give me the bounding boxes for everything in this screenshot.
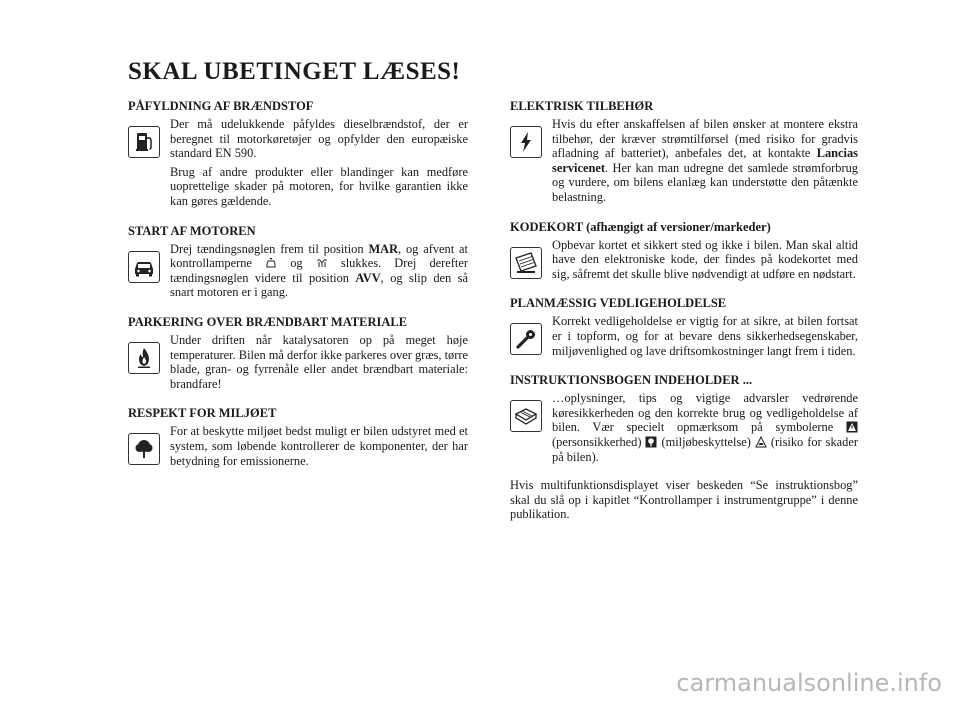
- text-segment: (risiko for skader på bilen).: [552, 434, 858, 464]
- text-segment: Hvis du efter anskaffelsen af bilen ønsker at montere ekstra tilbehør, der kræver strømtilførsel (med risiko for gradvis afladning af batteriet), anbefales det, at kontakte: [552, 117, 858, 161]
- section-start: [128, 223, 468, 304]
- personal-safety-icon: [846, 421, 858, 433]
- paragraph: Brug af andre produkter eller blandinger kan medføre uoprettelige skader på motoren, for hvilke garantien ikke kan gøres gældende.: [170, 164, 468, 208]
- paragraph: Der må udelukkende påfyldes dieselbrændstof, der er beregnet til motorkøretøjer og opfylder den europæiske standard EN 590.: [170, 117, 468, 161]
- tree-icon: [128, 433, 160, 465]
- right-column: [510, 98, 858, 526]
- vehicle-damage-icon: [755, 436, 767, 448]
- watermark: carmanualsonline.info: [676, 669, 942, 697]
- text-segment: , og slip den så snart motoren er i gang.: [170, 270, 468, 300]
- paragraph: [552, 391, 858, 464]
- section-heading: ELEKTRISK TILBEHØR: [510, 99, 654, 113]
- section-heading: PÅFYLDNING AF BRÆNDSTOF: [128, 99, 314, 113]
- lightning-icon: [510, 126, 542, 158]
- paragraph: Opbevar kortet et sikkert sted og ikke i bilen. Man skal altid have den elektroniske kode, der findes på kodekortet med sig, såfremt det skulle blive nødvendigt at udføre en nødstart.: [552, 237, 858, 281]
- paragraph: Korrekt vedligeholdelse er vigtig for at sikre, at bilen fortsat er i topform, og for at bevare dens sikkerhedsegenskaber, miljøvenlighed og lave driftsomkostninger langt frem i tiden.: [552, 314, 858, 358]
- wrench-icon: [510, 323, 542, 355]
- code-card-icon: [510, 247, 542, 279]
- flame-icon: [128, 342, 160, 374]
- key-position-avv: AVV: [355, 270, 381, 285]
- paragraph: Under driften når katalysatoren op på meget høje temperaturer. Bilen må derfor ikke parkeres over græs, tørre blade, gran- og fyrrenåle eller andet brændbart materiale: brandfare!: [170, 332, 468, 391]
- section-electric: [510, 98, 858, 209]
- section-parking: [128, 314, 468, 395]
- text-segment: og: [277, 256, 316, 271]
- section-heading: KODEKORT (afhængigt af versioner/markeder): [510, 219, 771, 234]
- section-fuel: [128, 98, 468, 213]
- section-heading: PLANMÆSSIG VEDLIGEHOLDELSE: [510, 296, 727, 311]
- paragraph: [552, 117, 858, 205]
- section-heading: INSTRUKTIONSBOGEN INDEHOLDER ...: [510, 373, 753, 388]
- key-position-mar: MAR: [368, 241, 399, 256]
- immobilizer-warning-icon: [265, 257, 277, 269]
- page-title: SKAL UBETINGET LÆSES!: [128, 58, 461, 85]
- section-heading: START AF MOTOREN: [128, 223, 256, 238]
- paragraph: For at beskytte miljøet bedst muligt er bilen udstyret med et system, som løbende kontrollerer de komponenter, der har betydning for emissionerne.: [170, 424, 468, 468]
- text-segment: …oplysninger, tips og vigtige advarsler vedrørende køresikkerheden og den korrekte brug og vedligeholdelse af bilen. Vær specielt opmærksom på symbolerne: [552, 391, 858, 435]
- glow-plug-icon: [316, 257, 328, 269]
- environment-protection-icon: [645, 436, 657, 448]
- text-segment: slukkes. Drej derefter tændingsnøglen videre til position: [170, 256, 468, 285]
- left-column: [128, 98, 468, 482]
- section-manual: [510, 372, 858, 468]
- section-code-card: [510, 219, 858, 286]
- section-heading: PARKERING OVER BRÆNDBART MATERIALE: [128, 314, 408, 329]
- text-segment: (personsikkerhed): [552, 434, 646, 449]
- car-icon: [128, 251, 160, 283]
- section-heading: RESPEKT FOR MILJØET: [128, 406, 277, 421]
- text-segment: . Her kan man udregne det samlede strømforbrug og vurdere, om bilens elanlæg kan understøtte den påtænkte belastning.: [552, 160, 858, 204]
- text-segment: , og afvent at kontrollamperne: [170, 241, 468, 271]
- fuel-pump-icon: [128, 126, 160, 158]
- text-segment: Drej tændingsnøglen frem til position: [170, 241, 369, 256]
- book-icon: [510, 400, 542, 432]
- paragraph: [170, 242, 468, 300]
- section-environment: [128, 405, 468, 472]
- text-segment: (miljøbeskyttelse): [657, 434, 755, 449]
- service-network-name: Lancias servicenet: [552, 146, 858, 175]
- display-note: Hvis multifunktionsdisplayet viser beskeden “Se instruktionsbog” skal du slå op i kapitlet “Kontrollamper i instrumentgruppe” i denne publikation.: [510, 478, 858, 522]
- section-maintenance: [510, 295, 858, 362]
